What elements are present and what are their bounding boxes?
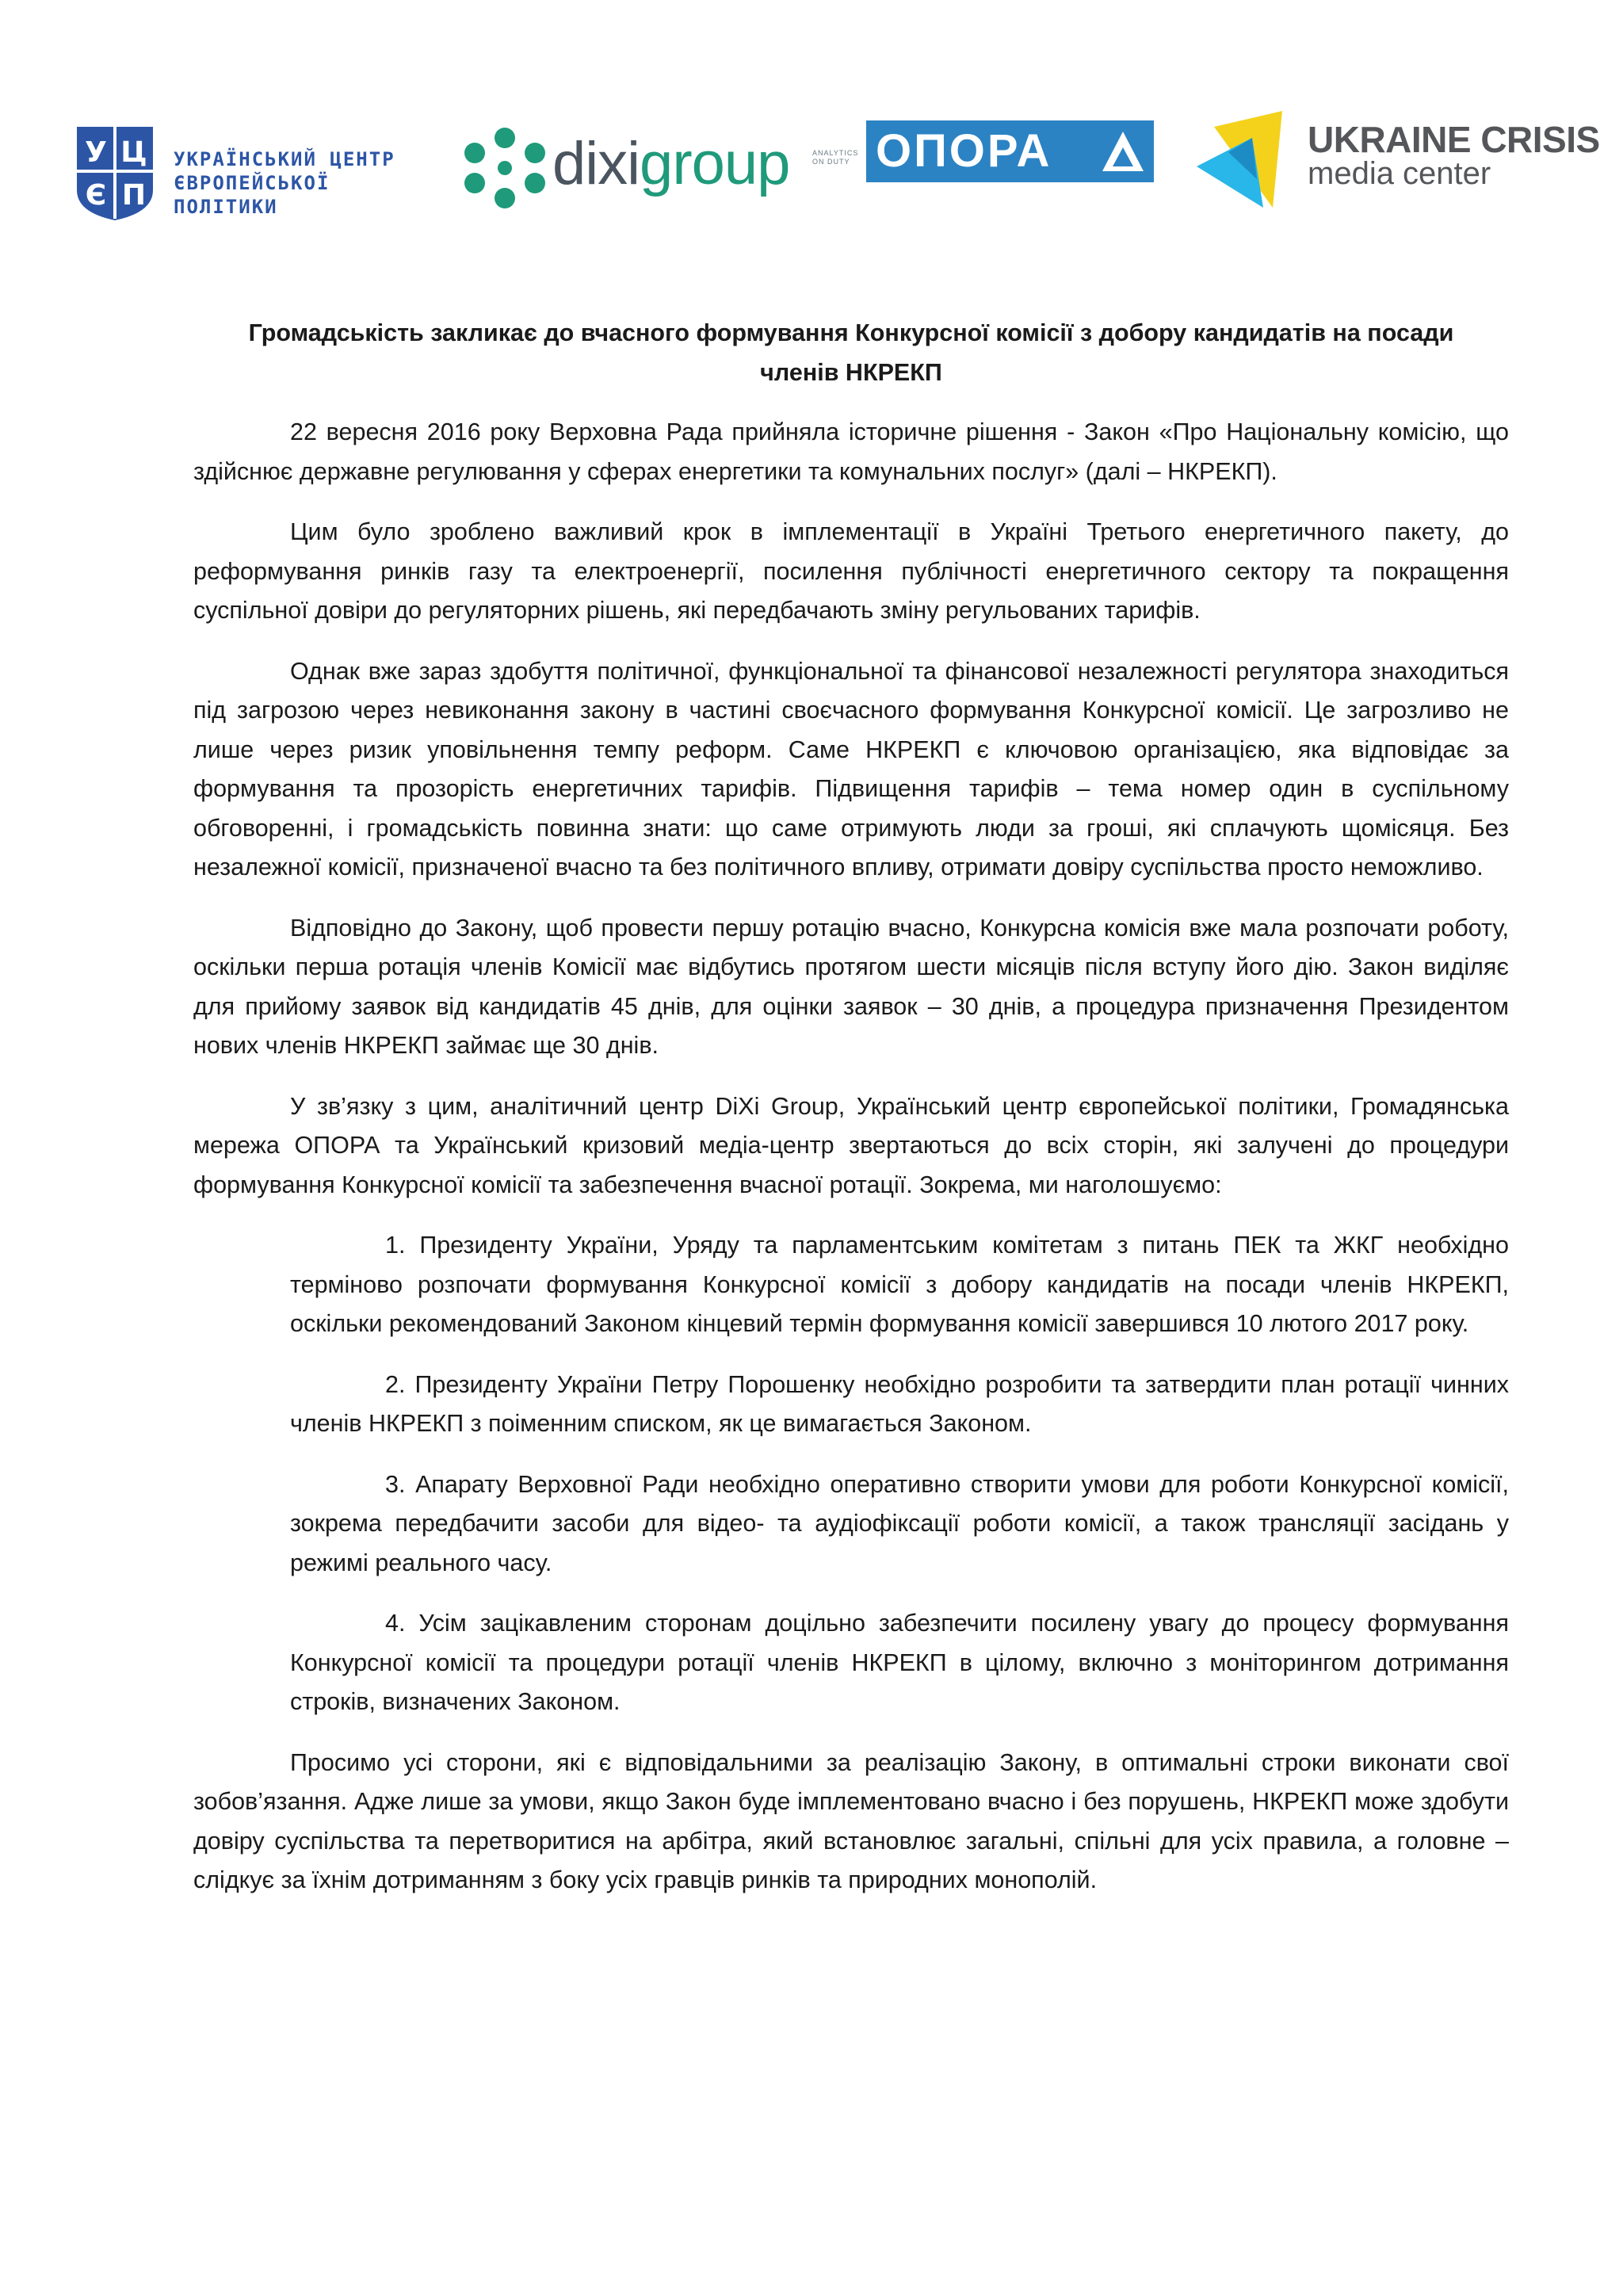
document-title: Громадськість закликає до вчасного формування Конкурсної комісії з добору кандидатів на посади членів НКРЕКП: [248, 319, 1454, 386]
dixi-word-a: dixi: [552, 130, 640, 197]
dixi-flower-icon: [464, 127, 546, 209]
list-item: 1. Президенту України, Уряду та парламентським комітетам з питань ПЕК та ЖКГ необхідно терміново розпочати формування Конкурсної комісії з добору кандидатів на посади членів НКРЕКП, оскільки рекомендований Законом кінцевий термін формування комісії завершився 10 лютого 2017 року.: [290, 1232, 1509, 1337]
uceps-name-line: ПОЛІТИКИ: [174, 196, 278, 218]
ucmc-subtitle: media center: [1308, 156, 1491, 191]
closing-paragraph: Просимо усі сторони, які є відповідальними за реалізацію Закону, в оптимальні строки виконати свої зобов’язання. Адже лише за умови, якщо Закон буде імплементовано вчасно і без порушень, НКРЕКП може здобути довіру суспільства та перетворитися на арбітра, який встановлює загальні, спільні для усіх правила, а головне – слідкує за їхнім дотриманням з боку усіх гравців ринків та природних монополій.: [193, 1748, 1509, 1893]
uceps-name-line: ЄВРОПЕЙСЬКОЇ: [174, 172, 330, 194]
uceps-monogram-icon: [75, 125, 155, 222]
partner-logos: [0, 111, 1623, 230]
opora-triangle-icon: [1100, 128, 1146, 174]
uceps-letter: Є: [85, 179, 107, 212]
paragraph: У зв’язку з цим, аналітичний центр DiXi Group, Український центр європейської політики, Громадянська мережа ОПОРА та Український кризовий медіа-центр звертаються до всіх сторін, які залучені до процедури формування Конкурсної комісії та забезпечення вчасної ротації. Зокрема, ми наголошуємо:: [193, 1092, 1509, 1198]
uceps-letter: Ц: [120, 136, 147, 169]
uceps-letter: П: [121, 179, 147, 212]
dixi-wordmark: [552, 128, 789, 200]
document-body: [193, 314, 1509, 1922]
dixi-tagline: ANALYTICS ON DUTY: [812, 149, 859, 166]
paragraph: Однак вже зараз здобуття політичної, функціональної та фінансової незалежності регулятора знаходиться під загрозою через невиконання закону в частині своєчасного формування Конкурсної комісії. Це загрозливо не лише через ризик уповільнення темпу реформ. Саме НКРЕКП є ключовою організацією, яка відповідає за формування та прозорість енергетичних тарифів. Підвищення тарифів – тема номер один в суспільному обговоренні, і громадськість повинна знати: що саме отримують люди за гроші, які сплачують щомісяця. Без незалежної комісії, призначеної вчасно та без політичного впливу, отримати довіру суспільства просто неможливо.: [193, 657, 1509, 881]
opora-wordmark: ОПОРА: [876, 125, 1052, 177]
uceps-logo: [75, 125, 440, 225]
list-item: 4. Усім зацікавленим сторонам доцільно забезпечити посилену увагу до процесу формування Конкурсної комісії та процедури ротації членів НКРЕКП в цілому, включно з моніторингом дотримання строків, визначених Законом.: [290, 1610, 1509, 1715]
dixi-word-b: group: [640, 130, 790, 197]
paragraph: Цим було зроблено важливий крок в імплементації в Україні Третього енергетичного пакету, до реформування ринків газу та електроенергії, посилення публічності енергетичного сектору та покращення суспільної довіри до регуляторних рішень, які передбачають зміну регульованих тарифів.: [193, 518, 1509, 624]
dixi-group-logo: [464, 119, 859, 222]
opora-logo: [866, 120, 1154, 182]
paragraph: 22 вересня 2016 року Верховна Рада прийняла історичне рішення - Закон «Про Національну комісію, що здійснює державне регулювання у сферах енергетики та комунальних послуг» (далі – НКРЕКП).: [193, 418, 1509, 485]
ucmc-title: UKRAINE CRISIS: [1308, 119, 1600, 160]
uceps-name-line: УКРАЇНСЬКИЙ ЦЕНТР: [174, 148, 395, 170]
paragraph: Відповідно до Закону, щоб провести першу ротацію вчасно, Конкурсна комісія вже мала розпочати роботу, оскільки перша ротація членів Комісії має відбутись протягом шести місяців після вступу його дію. Закон виділяє для прийому заявок від кандидатів 45 днів, для оцінки заявок – 30 днів, а процедура призначення Президентом нових членів НКРЕКП займає ще 30 днів.: [193, 914, 1509, 1059]
list-item: 2. Президенту України Петру Порошенку необхідно розробити та затвердити план ротації чинних членів НКРЕКП з поіменним списком, як це вимагається Законом.: [290, 1370, 1509, 1437]
uceps-letter: У: [85, 136, 107, 169]
ucmc-logo: [1197, 111, 1600, 214]
uceps-name: [174, 147, 443, 219]
ucmc-flag-icon: [1197, 111, 1284, 208]
list-item: 3. Апарату Верховної Ради необхідно оперативно створити умови для роботи Конкурсної комісії, зокрема передбачити засоби для відео- та аудіофіксації роботи комісії, а також трансляції засідань у режимі реального часу.: [290, 1470, 1509, 1576]
